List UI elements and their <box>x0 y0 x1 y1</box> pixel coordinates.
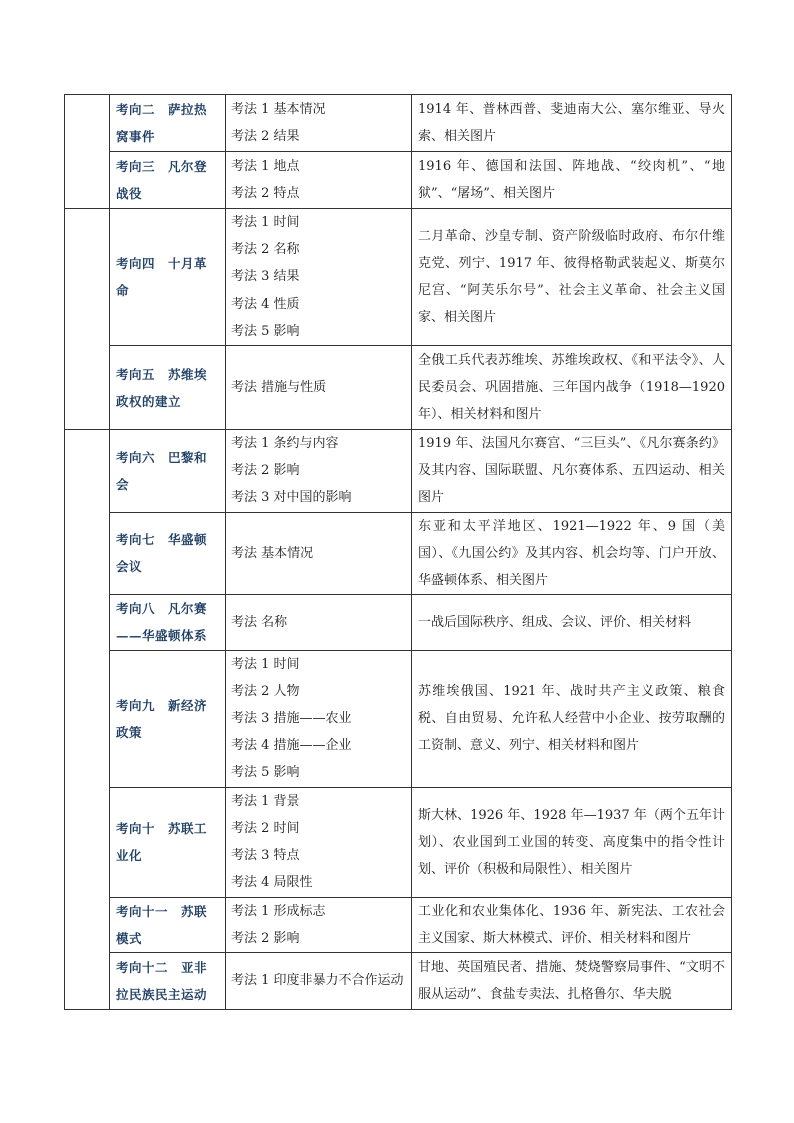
direction-cell: 考向十 苏联工业化 <box>110 787 226 897</box>
method-item: 考法 2 结果 <box>231 129 300 144</box>
table-row <box>65 650 732 787</box>
method-item: 考法 3 结果 <box>231 269 300 285</box>
method-item: 考法 3 措施——农业 <box>231 711 352 727</box>
keypoints-cell: 工业化和农业集体化、1936 年、新宪法、工农社会主义国家、斯大林模式、评价、相关材料和图片 <box>412 897 732 952</box>
table-row <box>65 787 732 897</box>
method-item: 考法 2 特点 <box>231 186 300 201</box>
direction-cell: 考向四 十月革命 <box>110 209 226 346</box>
method-item: 考法 2 影响 <box>231 463 300 479</box>
method-item: 考法 基本情况 <box>231 545 314 561</box>
method-item: 考法 2 影响 <box>231 930 300 946</box>
table-row <box>65 897 732 952</box>
methods-cell <box>226 209 412 346</box>
method-item: 考法 1 基本情况 <box>231 101 326 117</box>
method-item: 考法 4 措施——企业 <box>231 738 352 754</box>
methods-cell <box>226 897 412 952</box>
table-row <box>65 953 732 1010</box>
method-item: 考法 2 名称 <box>231 242 300 258</box>
keypoints-cell: 斯大林、1926 年、1928 年—1937 年（两个五年计划）、农业国到工业国的转变、高度集中的指令性计划、评价（积极和局限性）、相关图片 <box>412 787 732 897</box>
keypoints-cell: 二月革命、沙皇专制、资产阶级临时政府、布尔什维克党、列宁、1917 年、彼得格勒武装起义、斯莫尔尼宫、“阿芙乐尔号”、社会主义革命、社会主义国家、相关图片 <box>412 209 732 346</box>
method-item: 考法 1 时间 <box>231 215 300 230</box>
method-item: 考法 3 对中国的影响 <box>231 490 352 506</box>
exam-topics-table <box>64 94 732 1010</box>
keypoints-cell: 1916 年、德国和法国、阵地战、“绞肉机”、“地狱”、“屠场”、相关图片 <box>412 152 732 209</box>
method-item: 考法 4 局限性 <box>231 875 313 891</box>
keypoints-cell: 一战后国际秩序、组成、会议、评价、相关材料 <box>412 594 732 650</box>
direction-cell: 考向九 新经济政策 <box>110 650 226 787</box>
table-row <box>65 430 732 513</box>
method-item: 考法 4 性质 <box>231 296 300 312</box>
method-item: 考法 2 时间 <box>231 820 300 836</box>
keypoints-cell: 1919 年、法国凡尔赛宫、“三巨头”、《凡尔赛条约》及其内容、国际联盟、凡尔赛体系、五四运动、相关图片 <box>412 430 732 513</box>
section-cell <box>65 209 110 430</box>
direction-cell: 考向三 凡尔登战役 <box>110 152 226 209</box>
table-row <box>65 346 732 430</box>
methods-cell <box>226 512 412 594</box>
methods-cell <box>226 430 412 513</box>
direction-cell: 考向七 华盛顿会议 <box>110 512 226 594</box>
direction-cell: 考向五 苏维埃政权的建立 <box>110 346 226 430</box>
method-item: 考法 措施与性质 <box>231 379 327 395</box>
method-item: 考法 3 特点 <box>231 848 300 864</box>
methods-cell <box>226 787 412 897</box>
method-item: 考法 5 影响 <box>231 323 300 339</box>
direction-cell: 考向十一 苏联模式 <box>110 897 226 952</box>
direction-cell: 考向八 凡尔赛——华盛顿体系 <box>110 594 226 650</box>
methods-cell <box>226 346 412 430</box>
methods-cell <box>226 152 412 209</box>
keypoints-cell: 全俄工兵代表苏维埃、苏维埃政权、《和平法令》、人民委员会、巩固措施、三年国内战争（1918—1920 年）、相关材料和图片 <box>412 346 732 430</box>
method-item: 考法 1 时间 <box>231 656 300 672</box>
methods-cell <box>226 953 412 1010</box>
method-item: 考法 1 地点 <box>231 158 300 174</box>
keypoints-cell: 苏维埃俄国、1921 年、战时共产主义政策、粮食税、自由贸易、允许私人经营中小企业、按劳取酬的工资制、意义、列宁、相关材料和图片 <box>412 650 732 787</box>
table-row <box>65 95 732 152</box>
method-item: 考法 1 印度非暴力不合作运动 <box>231 973 404 989</box>
method-item: 考法 5 影响 <box>231 765 300 781</box>
section-cell <box>65 430 110 1010</box>
table-row <box>65 152 732 209</box>
methods-cell <box>226 95 412 152</box>
method-item: 考法 2 人物 <box>231 683 300 699</box>
table-row <box>65 209 732 346</box>
method-item: 考法 1 背景 <box>231 793 300 809</box>
methods-cell <box>226 594 412 650</box>
table-row <box>65 512 732 594</box>
methods-cell <box>226 650 412 787</box>
method-item: 考法 1 形成标志 <box>231 903 326 919</box>
direction-cell: 考向十二 亚非拉民族民主运动 <box>110 953 226 1010</box>
table-row <box>65 594 732 650</box>
method-item: 考法 1 条约与内容 <box>231 436 339 452</box>
method-item: 考法 名称 <box>231 614 288 630</box>
section-cell <box>65 95 110 209</box>
keypoints-cell: 东亚和太平洋地区、1921—1922 年、9 国（美国）、《九国公约》及其内容、机会均等、门户开放、华盛顿体系、相关图片 <box>412 512 732 594</box>
direction-cell: 考向六 巴黎和会 <box>110 430 226 513</box>
keypoints-cell: 1914 年、普林西普、斐迪南大公、塞尔维亚、导火索、相关图片 <box>412 95 732 152</box>
keypoints-cell: 甘地、英国殖民者、措施、焚烧警察局事件、“文明不服从运动”、食盐专卖法、扎格鲁尔、华夫脱 <box>412 953 732 1010</box>
direction-cell: 考向二 萨拉热窝事件 <box>110 95 226 152</box>
